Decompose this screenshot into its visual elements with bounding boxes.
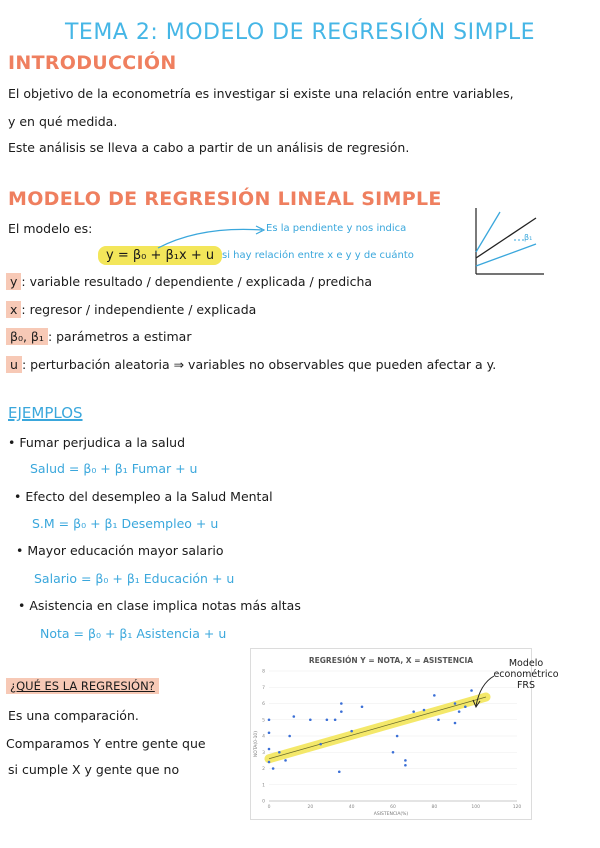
data-point bbox=[412, 710, 415, 713]
example-2-eq: S.M = β₀ + β₁ Desempleo + u bbox=[32, 516, 219, 531]
model-equation: y = β₀ + β₁x + u bbox=[98, 246, 222, 265]
data-point bbox=[404, 759, 407, 762]
model-heading: MODELO DE REGRESIÓN LINEAL SIMPLE bbox=[8, 188, 442, 210]
def-x-text: : regresor / independiente / explicada bbox=[21, 302, 257, 317]
data-point bbox=[288, 735, 291, 738]
regression-line-3: si cumple X y gente que no bbox=[8, 762, 180, 777]
data-point bbox=[454, 722, 457, 725]
def-u-term: u bbox=[6, 356, 22, 373]
data-point bbox=[326, 718, 329, 721]
trendline bbox=[269, 697, 486, 759]
data-point bbox=[309, 718, 312, 721]
def-u bbox=[6, 357, 496, 372]
data-point bbox=[340, 710, 343, 713]
data-point bbox=[293, 715, 296, 718]
annotation-arrow-icon bbox=[470, 672, 500, 712]
x-tick-label: 80 bbox=[431, 805, 438, 810]
intro-line-3: Este análisis se lleva a cabo a partir de un análisis de regresión. bbox=[8, 140, 410, 155]
data-point bbox=[423, 709, 426, 712]
y-tick-label: 7 bbox=[262, 685, 265, 691]
x-tick-label: 40 bbox=[348, 805, 355, 810]
data-point bbox=[278, 751, 281, 754]
def-betas-text: : parámetros a estimar bbox=[47, 329, 192, 344]
data-point bbox=[340, 702, 343, 705]
data-point bbox=[268, 718, 271, 721]
def-y bbox=[6, 274, 372, 289]
data-point bbox=[319, 743, 322, 746]
y-tick-label: 6 bbox=[262, 702, 265, 707]
annotation-line-1: Modelo bbox=[508, 658, 544, 669]
x-tick-label: 60 bbox=[390, 805, 396, 810]
intro-line-1: El objetivo de la econometría es investigar si existe una relación entre variables, bbox=[8, 86, 514, 101]
example-3-text: • Mayor educación mayor salario bbox=[16, 543, 224, 558]
data-point bbox=[396, 735, 399, 738]
def-betas bbox=[6, 329, 191, 344]
example-4-text: • Asistencia en clase implica notas más altas bbox=[18, 598, 301, 613]
example-1-eq: Salud = β₀ + β₁ Fumar + u bbox=[30, 461, 198, 476]
sketch-label: β₁ bbox=[524, 233, 533, 242]
data-point bbox=[338, 770, 341, 773]
data-point bbox=[437, 718, 440, 721]
slope-arrow-icon bbox=[150, 222, 275, 252]
data-point bbox=[404, 764, 407, 767]
chart-ylabel: NOTA(0-10) bbox=[254, 730, 259, 758]
data-point bbox=[458, 710, 461, 713]
intro-heading: INTRODUCCIÓN bbox=[8, 52, 177, 74]
def-y-term: y bbox=[6, 273, 21, 290]
x-tick-label: 0 bbox=[267, 805, 271, 810]
y-tick-label: 5 bbox=[262, 718, 265, 724]
y-tick-label: 0 bbox=[262, 799, 265, 805]
chart-title: REGRESIÓN Y = NOTA, X = ASISTENCIA bbox=[308, 656, 474, 665]
regression-heading: ¿QUÉ ES LA REGRESIÓN? bbox=[6, 678, 159, 694]
def-x bbox=[6, 302, 256, 317]
x-tick-label: 20 bbox=[307, 805, 314, 810]
chart-xlabel: ASISTENCIA(%) bbox=[373, 812, 409, 817]
def-betas-term: β₀, β₁ bbox=[6, 328, 48, 345]
data-point bbox=[268, 731, 271, 734]
page-title: TEMA 2: MODELO DE REGRESIÓN SIMPLE bbox=[64, 20, 536, 45]
y-tick-label: 3 bbox=[262, 750, 265, 756]
y-tick-label: 4 bbox=[262, 734, 265, 740]
data-point bbox=[361, 705, 364, 708]
example-2-text: • Efecto del desempleo a la Salud Mental bbox=[14, 489, 273, 504]
annotation-line-2: econométrico bbox=[493, 669, 559, 680]
data-point bbox=[350, 730, 353, 733]
data-point bbox=[334, 718, 337, 721]
example-1-text: • Fumar perjudica a la salud bbox=[8, 435, 186, 450]
example-4-eq: Nota = β₀ + β₁ Asistencia + u bbox=[40, 626, 227, 641]
y-tick-label: 1 bbox=[262, 783, 265, 789]
def-y-text: : variable resultado / dependiente / explicada / predicha bbox=[21, 274, 373, 289]
data-point bbox=[284, 759, 287, 762]
chart-trendline bbox=[269, 697, 486, 759]
data-point bbox=[392, 751, 395, 754]
data-point bbox=[433, 694, 436, 697]
data-point bbox=[464, 705, 467, 708]
def-u-text: : perturbación aleatoria ⇒ variables no observables que pueden afectar a y. bbox=[21, 357, 497, 372]
slope-note-2: si hay relación entre x e y y de cuánto bbox=[222, 250, 414, 261]
slope-note-1: Es la pendiente y nos indica bbox=[266, 223, 407, 234]
model-annotation bbox=[490, 658, 562, 691]
data-point bbox=[454, 702, 457, 705]
def-x-term: x bbox=[6, 301, 21, 318]
regression-line-1: Es una comparación. bbox=[8, 708, 139, 723]
intro-line-2: y en qué medida. bbox=[8, 114, 118, 129]
data-point bbox=[268, 761, 271, 764]
model-label: El modelo es: bbox=[8, 221, 93, 236]
examples-heading: EJEMPLOS bbox=[8, 404, 83, 422]
x-tick-label: 120 bbox=[512, 805, 522, 810]
y-tick-label: 8 bbox=[262, 669, 265, 675]
example-3-eq: Salario = β₀ + β₁ Educación + u bbox=[34, 571, 235, 586]
annotation-line-3: FRS bbox=[516, 680, 536, 691]
slope-sketch-icon bbox=[470, 206, 546, 278]
data-point bbox=[272, 767, 275, 770]
data-point bbox=[268, 748, 271, 751]
x-tick-label: 100 bbox=[471, 805, 480, 810]
regression-line-2: Comparamos Y entre gente que bbox=[6, 736, 206, 751]
y-tick-label: 2 bbox=[262, 767, 265, 772]
